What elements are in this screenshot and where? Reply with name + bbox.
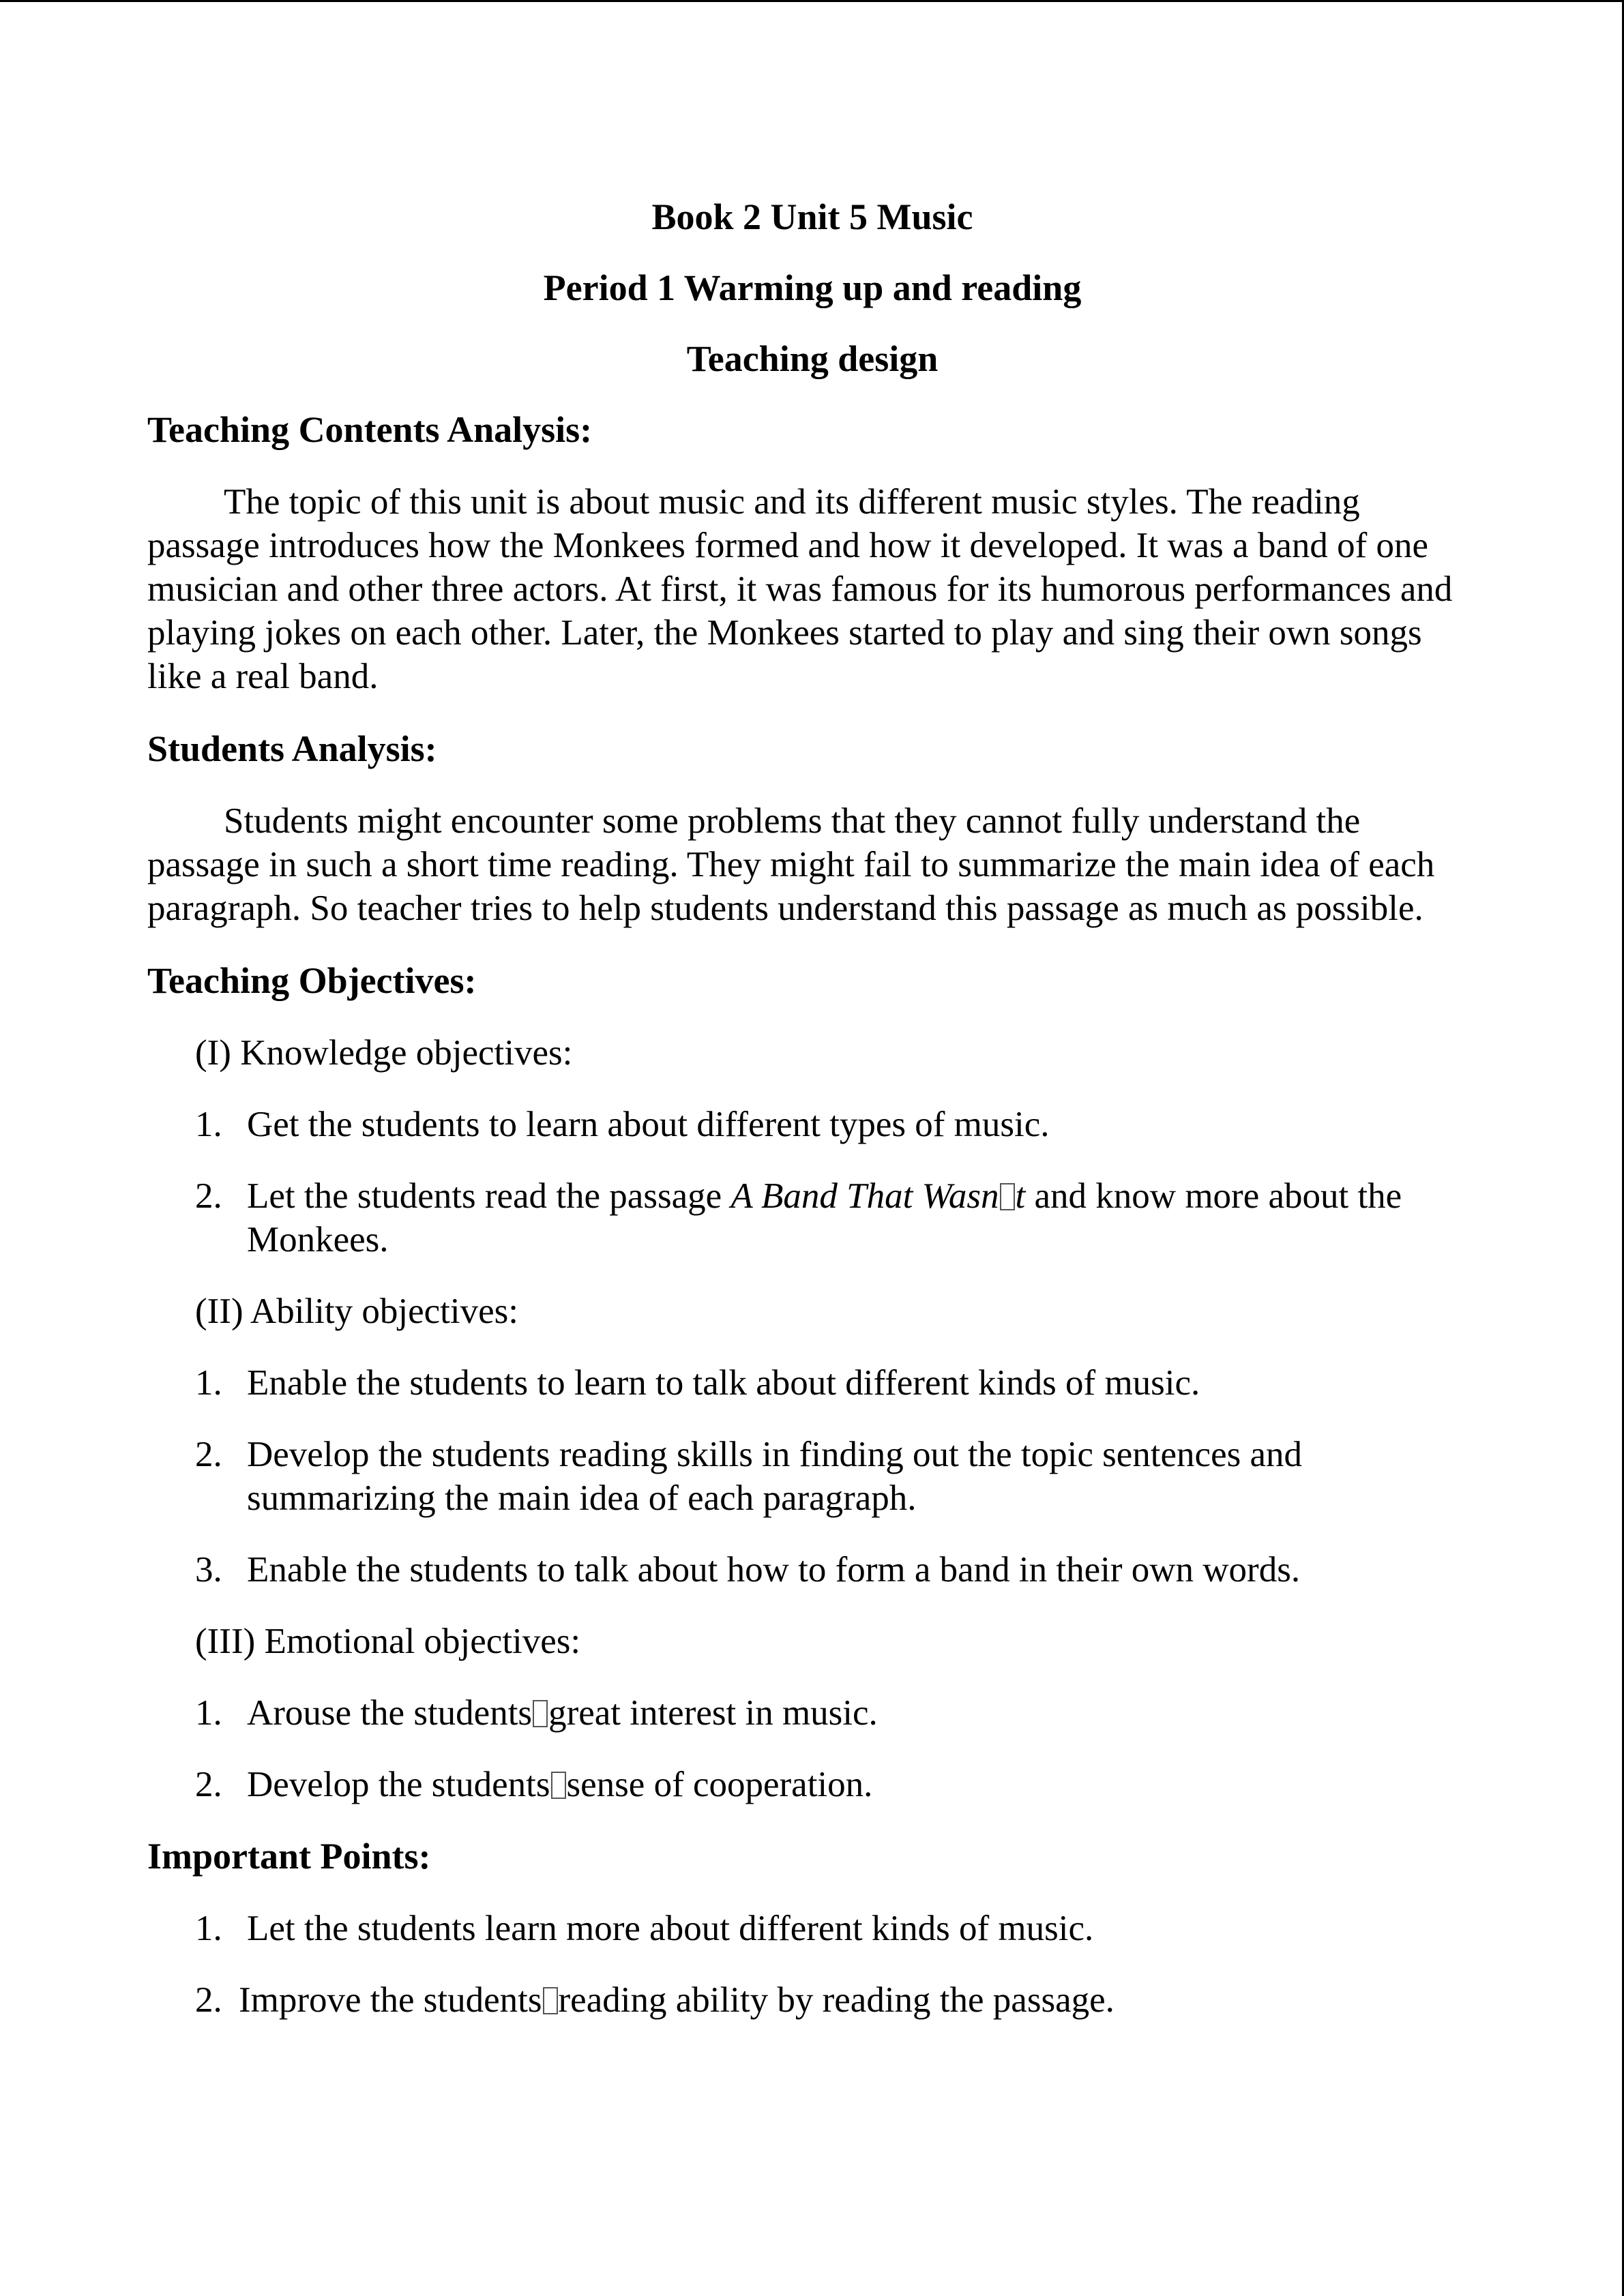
knowledge-objective-item — [147, 1103, 1477, 1146]
missing-glyph-box — [533, 1700, 548, 1727]
knowledge-objective-item — [147, 1174, 1477, 1262]
contents-analysis-paragraph: The topic of this unit is about music and its different music styles. The reading passage introduces how the Monkees formed and how it developed. It was a band of one musician and other three actors. At first, it was famous for its humorous performances and playing jokes on each other. Later, the Monkees started to play and sing their own songs like a real band. — [147, 482, 1453, 696]
passage-title: A Band That Wasn t — [730, 1176, 1026, 1216]
list-item-text: Get the students to learn about different types of music. — [247, 1105, 1050, 1144]
knowledge-objectives-label: (I) Knowledge objectives: — [195, 1033, 573, 1073]
list-item-text: Improve the students — [239, 1980, 542, 2020]
missing-glyph-box — [1000, 1183, 1015, 1210]
list-number: 2. — [195, 1435, 222, 1474]
emotional-objectives-label: (III) Emotional objectives: — [195, 1622, 581, 1661]
list-item-text: Develop the students — [247, 1765, 550, 1804]
teaching-objectives-heading: Teaching Objectives: — [147, 960, 477, 1001]
document-title-design: Teaching design — [686, 338, 939, 379]
important-point-item — [147, 1978, 1477, 2022]
important-point-item — [147, 1907, 1477, 1950]
list-number: 1. — [195, 1363, 222, 1403]
list-item-text: Arouse the students — [247, 1693, 533, 1733]
emotional-objective-item — [147, 1691, 1477, 1735]
list-number: 1. — [195, 1105, 222, 1144]
list-item-text: Let the students learn more about different kinds of music. — [247, 1909, 1094, 1948]
list-number: 2. — [195, 1765, 222, 1804]
list-item-text-tail: great interest in music. — [548, 1693, 878, 1733]
list-item-text: Let the students read the passage — [247, 1176, 731, 1216]
list-number: 2. — [195, 1176, 222, 1216]
list-number: 1. — [195, 1909, 222, 1948]
students-analysis-paragraph: Students might encounter some problems that they cannot fully understand the passage in such a short time reading. They might fail to summarize the main idea of each paragraph. So teacher tries to help students understand this passage as much as possible. — [147, 801, 1435, 928]
document-title-period: Period 1 Warming up and reading — [543, 267, 1082, 308]
students-analysis-heading: Students Analysis: — [147, 728, 437, 769]
missing-glyph-box — [551, 1772, 566, 1799]
missing-glyph-box — [543, 1987, 558, 2014]
contents-analysis-heading: Teaching Contents Analysis: — [147, 409, 593, 450]
list-item-text: Enable the students to talk about how to form a band in their own words. — [247, 1550, 1301, 1590]
list-item-text-tail: sense of cooperation. — [566, 1765, 873, 1804]
document-title-book: Book 2 Unit 5 Music — [651, 196, 973, 237]
ability-objective-item — [147, 1548, 1477, 1592]
list-item-text-tail: and know more about the Monkees. — [247, 1176, 1402, 1259]
list-item-text-tail: reading ability by reading the passage. — [558, 1980, 1114, 2020]
list-number: 2. — [195, 1980, 222, 2020]
document-content — [147, 195, 1477, 2050]
emotional-objective-item — [147, 1763, 1477, 1806]
ability-objectives-label: (II) Ability objectives: — [195, 1292, 518, 1331]
list-item-text: Enable the students to learn to talk about different kinds of music. — [247, 1363, 1200, 1403]
list-item-text: Develop the students reading skills in finding out the topic sentences and summarizing the main idea of each paragraph. — [247, 1435, 1302, 1518]
list-number: 1. — [195, 1693, 222, 1733]
list-number: 3. — [195, 1550, 222, 1590]
ability-objective-item — [147, 1433, 1477, 1520]
important-points-heading: Important Points: — [147, 1836, 431, 1877]
ability-objective-item — [147, 1361, 1477, 1405]
